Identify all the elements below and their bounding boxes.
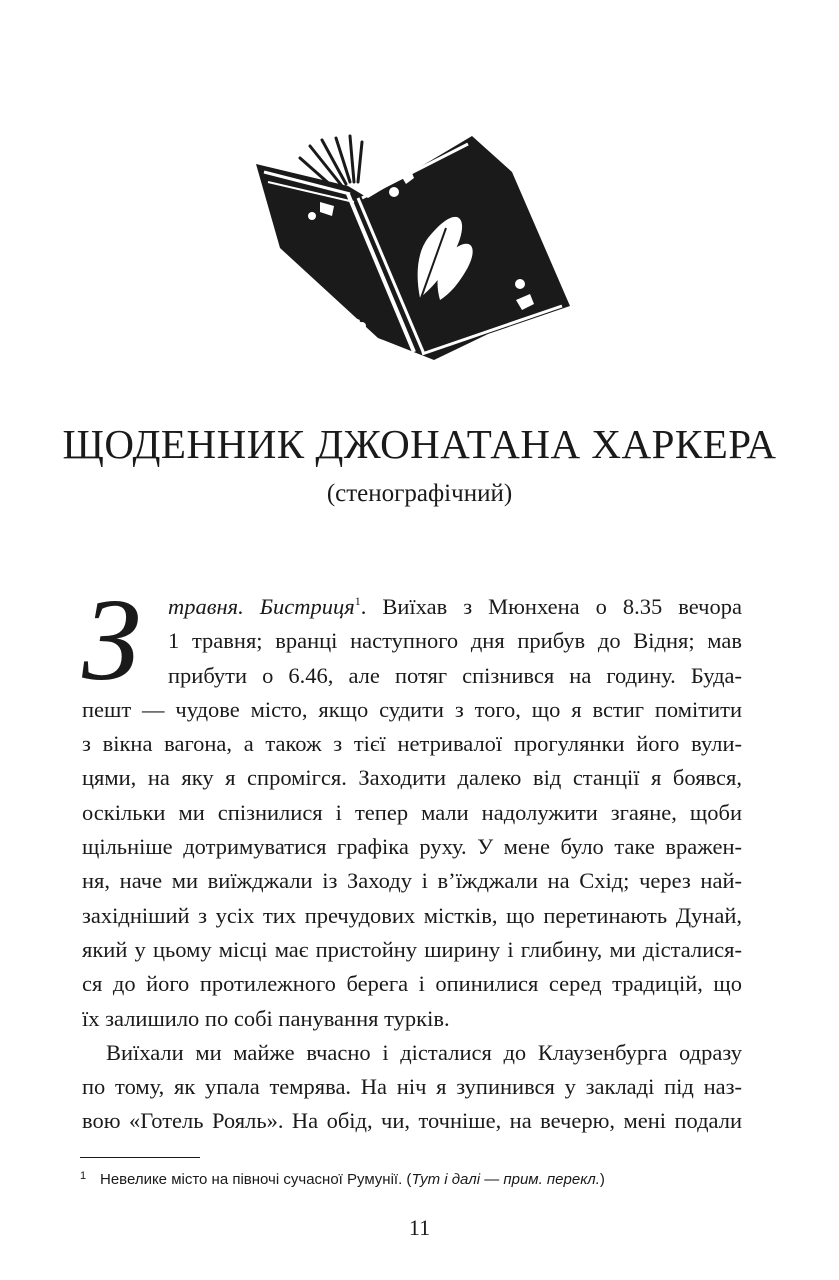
text-line: 1 травня; вранці наступного дня прибув до Відня; мав <box>168 628 742 654</box>
footnote-italic: Тут і далі — прим. перекл. <box>411 1171 600 1188</box>
page-number: 11 <box>408 1215 431 1240</box>
text-line: який у цьому місці має пристойну ширину і глибину, ми дісталися- <box>82 936 742 962</box>
text-line: західніший з усіх тих пречудових містків, що перетинають Дунай, <box>82 902 742 928</box>
svg-text:З: З <box>82 585 141 695</box>
text-line: пешт — чудове місто, якщо судити з того, що я встиг помітити <box>82 696 742 722</box>
entry-date: травня. Бистриця <box>168 594 355 619</box>
text-line: оскільки ми спізнилися і тепер мали надолужити згаяне, щоби <box>82 799 742 825</box>
open-book-with-feather-icon <box>250 128 580 368</box>
text-line: вою «Готель Рояль». На обід, чи, точніше, на вечерю, мені подали <box>82 1108 742 1134</box>
text-line: травня. Бистриця$^1$. Виїхав з Мюнхена о 8.35 вечора <box>168 594 742 619</box>
text-line: їх залишило по собі панування турків. <box>82 1005 450 1031</box>
text-line: ня, наче ми виїжджали із Заходу і в’їжджали на Схід; через най- <box>82 868 742 894</box>
text-line: з вікна вагона, а також з тієї нетривалої прогулянки його вули- <box>82 731 742 757</box>
footnote-text: Невелике місто на півночі сучасної Румунії. ( <box>100 1171 412 1188</box>
body-text <box>82 590 742 1139</box>
chapter-subtitle: (стенографічний) <box>326 480 513 507</box>
text-line: по тому, як упала темрява. На ніч я зупинився у закладі під наз- <box>82 1074 742 1100</box>
text-line: Виїхали ми майже вчасно і дісталися до Клаузенбурга одразу <box>106 1039 742 1065</box>
text-line: щільніше дотримуватися графіка руху. У мене було таке вражен- <box>82 834 742 860</box>
footnote-close: ) <box>599 1171 605 1188</box>
footnote-ref[interactable]: 1 <box>354 594 361 608</box>
footnote <box>80 1166 760 1190</box>
text-line: прибути о 6.46, але потяг спізнився на годину. Буда- <box>168 662 742 688</box>
footnote-mark: 1 <box>80 1170 87 1182</box>
text-line: цями, на яку я спромігся. Заходити далеко від станції я боявся, <box>82 765 742 791</box>
footnote-divider <box>80 1157 200 1158</box>
text-line: ся до його протилежного берега і опинилися серед традицій, що <box>82 971 742 997</box>
chapter-title: ЩОДЕННИК ДЖОНАТАНА ХАРКЕРА <box>62 421 777 467</box>
